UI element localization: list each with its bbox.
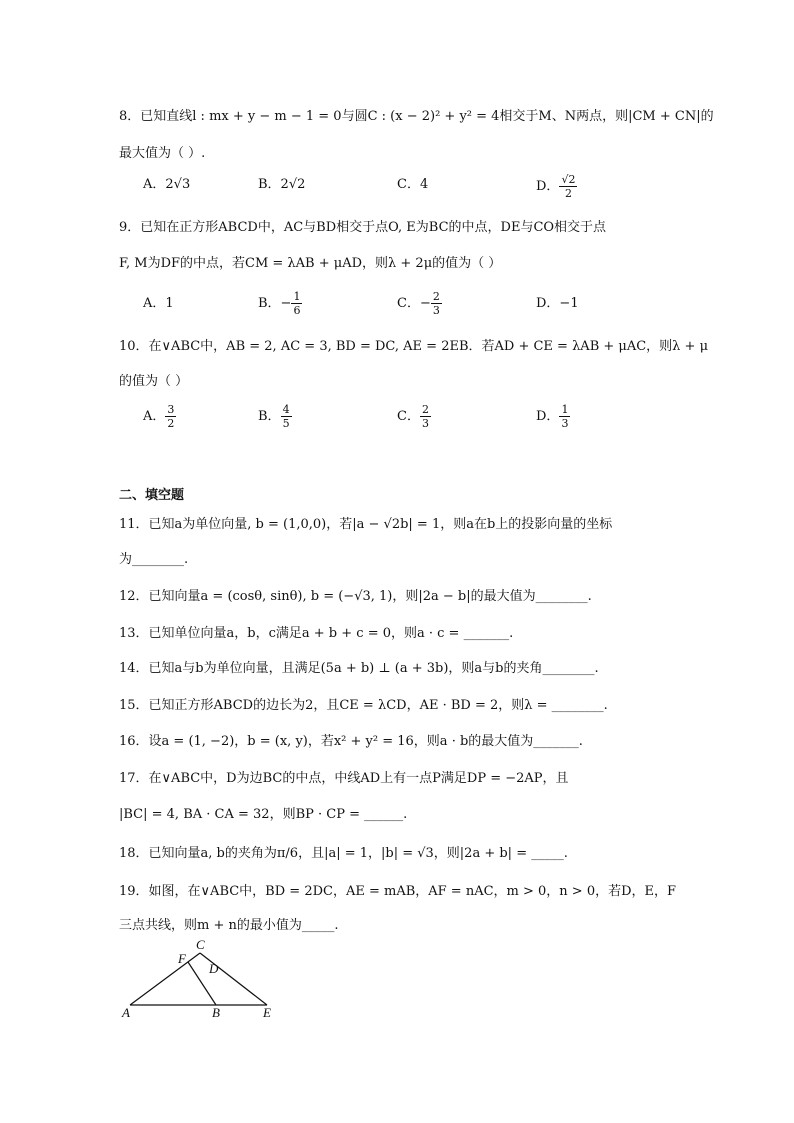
section-title-fill-in: 二、填空题	[119, 488, 185, 503]
q9-stem: 9．已知在正方形ABCD中，AC与BD相交于点O, E为BC的中点，DE与CO相交于点	[119, 220, 607, 235]
q8-option-a[interactable]: A．2√3	[143, 177, 191, 192]
q11-stem-cont: 为________.	[119, 552, 189, 567]
q10-option-a[interactable]: A． $\frac{3}{2}$	[143, 403, 175, 430]
q8-stem: 8．已知直线l : mx + y − m − 1 = 0与圆C : (x − 2)² + y² = 4相交于M、N两点，则|CM + CN|的	[119, 109, 714, 124]
q8-option-d-fraction: $\frac{√2}{2}$	[561, 173, 576, 200]
q8-option-c[interactable]: C．4	[397, 177, 429, 192]
q9-options	[143, 290, 703, 324]
label-f: F	[178, 951, 186, 966]
label-b: B	[212, 1005, 220, 1020]
label-c: C	[196, 937, 205, 952]
q9-option-d[interactable]: D．−1	[536, 296, 579, 311]
q10-stem-cont: 的值为（ ）	[119, 374, 189, 389]
q10-option-c[interactable]: C． $\frac{2}{3}$	[397, 403, 429, 430]
q15-stem: 15．已知正方形ABCD的边长为2，且CE = λCD，AE · BD = 2，则λ = ________.	[119, 698, 608, 713]
q19-stem: 19．如图，在∨ABC中，BD = 2DC，AE = mAB，AF = nAC，m > 0，n > 0，若D，E，F	[119, 884, 677, 899]
q10-options	[143, 403, 703, 437]
q11-stem: 11．已知a为单位向量, b = (1,0,0)，若|a − √2b| = 1，则a在b上的投影向量的坐标	[119, 517, 613, 532]
q19-stem-cont: 三点共线，则m + n的最小值为_____.	[119, 918, 339, 933]
label-a: A	[122, 1005, 130, 1020]
q17-stem-cont: |BC| = 4, BA · CA = 32，则BP · CP = ______.	[119, 807, 408, 822]
q16-stem: 16．设a = (1, −2)，b = (x, y)，若x² + y² = 16，则a · b的最大值为_______.	[119, 734, 583, 749]
q19-triangle-figure	[120, 935, 290, 1020]
q17-stem: 17．在∨ABC中，D为边BC的中点，中线AD上有一点P满足DP = −2AP，且	[119, 771, 569, 786]
q18-stem: 18．已知向量a, b的夹角为π/6，且|a| = 1，|b| = √3，则|2a + b| = _____.	[119, 846, 568, 861]
segment-ac	[130, 953, 200, 1005]
q9-option-a[interactable]: A．1	[143, 296, 174, 311]
q8-options	[143, 173, 703, 211]
label-e: E	[263, 1005, 271, 1020]
label-d: D	[209, 961, 219, 976]
q10-stem: 10．在∨ABC中，AB = 2, AC = 3, BD = DC, AE = 2EB．若AD + CE = λAB + μAC，则λ + μ	[119, 339, 709, 354]
q12-stem: 12．已知向量a = (cosθ, sinθ), b = (−√3, 1)，则|2a − b|的最大值为________.	[119, 589, 592, 604]
q9-option-b[interactable]: B．− $\frac{1}{6}$	[258, 290, 301, 317]
q9-option-c[interactable]: C．− $\frac{2}{3}$	[397, 290, 440, 317]
q13-stem: 13．已知单位向量a，b，c满足a + b + c = 0，则a · c = _______.	[119, 626, 514, 641]
q10-option-b[interactable]: B． $\frac{4}{5}$	[258, 403, 290, 430]
q14-stem: 14．已知a与b为单位向量，且满足(5a + b) ⊥ (a + 3b)，则a与b的夹角________.	[119, 661, 599, 676]
q8-option-d[interactable]: D． $\frac{√2}{2}$	[536, 173, 576, 200]
q10-option-d[interactable]: D． $\frac{1}{3}$	[536, 403, 569, 430]
q8-stem-cont: 最大值为（ ）.	[119, 146, 206, 161]
q8-option-b[interactable]: B．2√2	[258, 177, 306, 192]
q9-stem-cont: F, M为DF的中点，若CM = λAB + μAD，则λ + 2μ的值为（ ）	[119, 256, 502, 271]
